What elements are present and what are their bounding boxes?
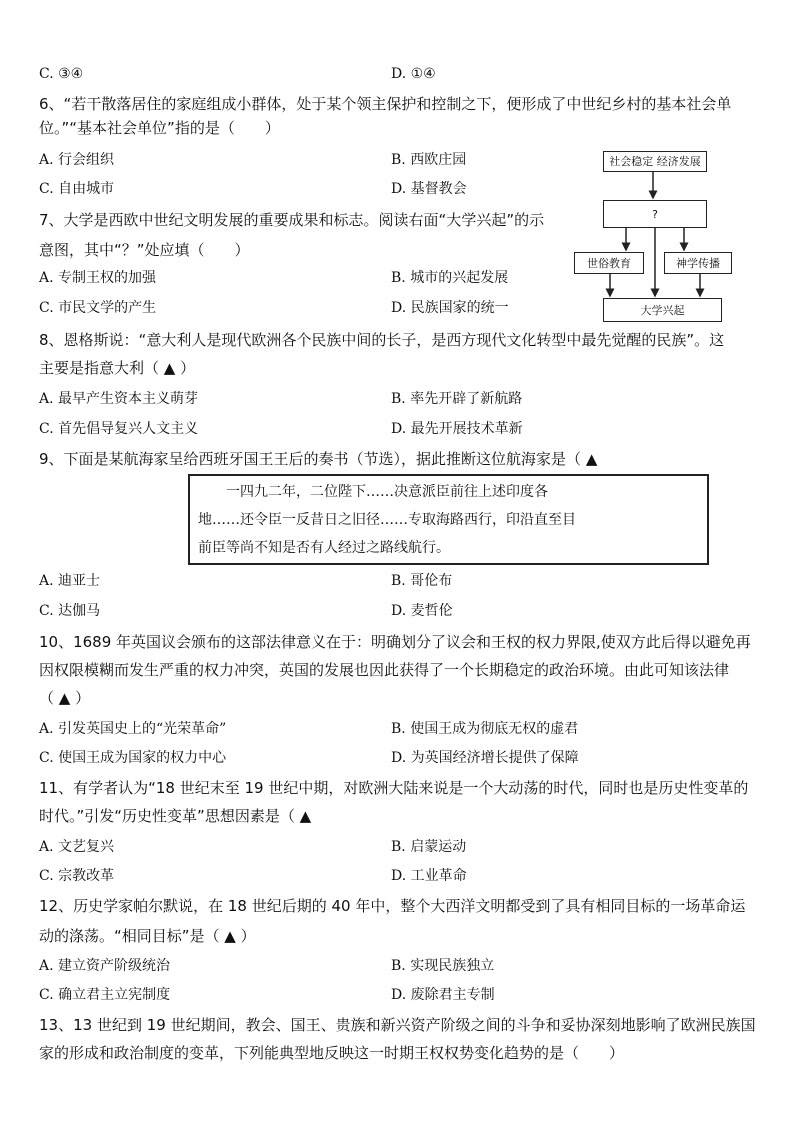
q9-option-d: D. 麦哲伦 — [391, 603, 453, 619]
diagram-node-university-rise: 大学兴起 — [603, 298, 722, 322]
diagram-node-secular-education: 世俗教育 — [574, 252, 644, 274]
q12-stem-line2: 动的涤荡。“相同目标”是（ ▲ ） — [39, 927, 256, 945]
q6-option-a: A. 行会组织 — [39, 152, 115, 168]
q9-quote-line2: 地……还令臣一反昔日之旧径……专取海路西行，印沿直至目 — [198, 512, 576, 528]
q6-option-b: B. 西欧庄园 — [391, 152, 467, 168]
q10-stem-line1: 10、1689 年英国议会颁布的这部法律意义在于：明确划分了议会和王权的权力界限,使双方此后得以避免再 — [39, 633, 751, 651]
diagram-node-top: 社会稳定 经济发展 — [603, 151, 707, 172]
q10-option-c: C. 使国王成为国家的权力中心 — [39, 750, 227, 766]
q11-option-a: A. 文艺复兴 — [39, 839, 115, 855]
q11-stem-line2: 时代。”引发“历史性变革”思想因素是（ ▲ — [39, 807, 312, 825]
q10-option-b: B. 使国王成为彻底无权的虚君 — [391, 721, 579, 737]
q12-option-b: B. 实现民族独立 — [391, 958, 495, 974]
q7-stem-line2: 意图，其中“？”处应填（ ） — [39, 241, 250, 259]
q9-quote-line3: 前臣等尚不知是否有人经过之路线航行。 — [198, 540, 450, 556]
q6-option-c: C. 自由城市 — [39, 181, 115, 197]
q12-stem-line1: 12、历史学家帕尔默说，在 18 世纪后期的 40 年中，整个大西洋文明都受到了具有相同目标的一场革命运 — [39, 897, 746, 915]
q10-stem-line2: 因权限模糊而发生严重的权力冲突，英国的发展也因此获得了一个长期稳定的政治环境。由此可知该法律 — [39, 661, 730, 679]
q7-option-b: B. 城市的兴起发展 — [391, 270, 509, 286]
q10-option-d: D. 为英国经济增长提供了保障 — [391, 750, 579, 766]
q10-option-a: A. 引发英国史上的“光荣革命” — [39, 721, 227, 737]
q8-option-c: C. 首先倡导复兴人文主义 — [39, 421, 199, 437]
q5-option-c: C. ③④ — [39, 66, 84, 82]
q7-option-d: D. 民族国家的统一 — [391, 300, 509, 316]
q8-option-a: A. 最早产生资本主义萌芽 — [39, 391, 199, 407]
q13-stem-line1: 13、13 世纪到 19 世纪期间，教会、国王、贵族和新兴资产阶级之间的斗争和妥协深刻地影响了欧洲民族国 — [39, 1016, 756, 1034]
q12-option-a: A. 建立资产阶级统治 — [39, 958, 171, 974]
q6-option-d: D. 基督教会 — [391, 181, 467, 197]
q8-stem-line1: 8、恩格斯说：“意大利人是现代欧洲各个民族中间的长子，是西方现代文化转型中最先觉醒的民族”。这 — [39, 331, 725, 349]
q11-option-c: C. 宗教改革 — [39, 868, 115, 884]
q12-option-d: D. 废除君主专制 — [391, 987, 495, 1003]
q8-stem-line2: 主要是指意大利（ ▲ ） — [39, 359, 196, 377]
q9-option-c: C. 达伽马 — [39, 603, 101, 619]
q5-option-d: D. ①④ — [391, 66, 436, 82]
q9-option-a: A. 迪亚士 — [39, 573, 101, 589]
q9-stem-line1: 9、下面是某航海家呈给西班牙国王王后的奏书（节选），据此推断这位航海家是（ ▲ — [39, 450, 598, 468]
q6-stem-line1: 6、“若干散落居住的家庭组成小群体，处于某个领主保护和控制之下，便形成了中世纪乡村的基本社会单 — [39, 95, 732, 113]
q9-quote-line1: 一四九二年，二位陛下……决意派臣前往上述印度各 — [226, 484, 548, 500]
diagram-node-theology-spread: 神学传播 — [664, 252, 732, 274]
q7-option-c: C. 市民文学的产生 — [39, 300, 157, 316]
diagram-node-question: ? — [603, 200, 707, 228]
q7-option-a: A. 专制王权的加强 — [39, 270, 157, 286]
q8-option-d: D. 最先开展技术革新 — [391, 421, 523, 437]
q6-stem-line2: 位。”“基本社会单位”指的是（ ） — [39, 119, 280, 137]
q9-option-b: B. 哥伦布 — [391, 573, 453, 589]
q11-option-b: B. 启蒙运动 — [391, 839, 467, 855]
q9-quote-box — [188, 474, 709, 565]
q7-stem-line1: 7、大学是西欧中世纪文明发展的重要成果和标志。阅读右面“大学兴起”的示 — [39, 211, 545, 229]
q10-stem-line3: （ ▲ ） — [39, 689, 91, 707]
q13-stem-line2: 家的形成和政治制度的变革，下列能典型地反映这一时期王权权势变化趋势的是（ ） — [39, 1044, 625, 1062]
q8-option-b: B. 率先开辟了新航路 — [391, 391, 523, 407]
q11-option-d: D. 工业革命 — [391, 868, 467, 884]
q12-option-c: C. 确立君主立宪制度 — [39, 987, 171, 1003]
q11-stem-line1: 11、有学者认为“18 世纪末至 19 世纪中期，对欧洲大陆来说是一个大动荡的时代，同时也是历史性变革的 — [39, 779, 749, 797]
